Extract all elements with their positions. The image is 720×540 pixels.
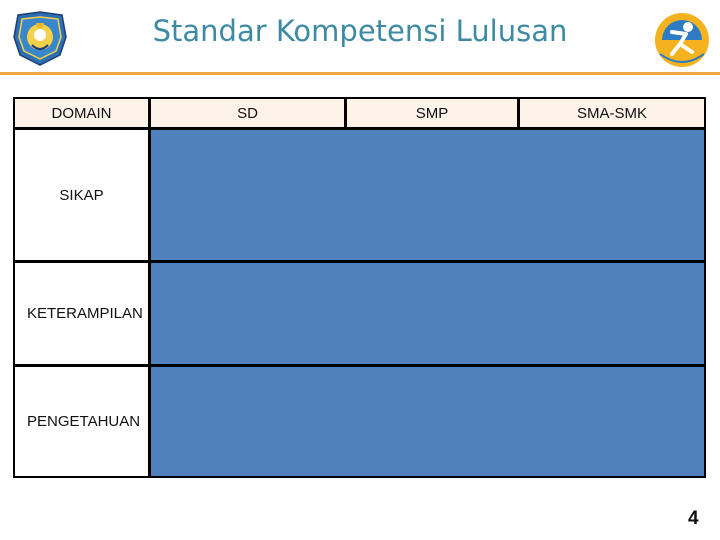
row-label-pengetahuan: PENGETAHUAN bbox=[15, 367, 148, 476]
row-label-keterampilan: KETERAMPILAN bbox=[15, 263, 148, 364]
kurikulum-2013-logo-icon bbox=[652, 10, 712, 72]
title-underline bbox=[0, 72, 720, 75]
page-number: 4 bbox=[688, 508, 699, 529]
header-smp: SMP bbox=[347, 99, 517, 127]
competency-table bbox=[13, 97, 706, 478]
header-sd: SD bbox=[151, 99, 344, 127]
header-sma-smk: SMA-SMK bbox=[520, 99, 704, 127]
content-cell-keterampilan bbox=[151, 263, 704, 364]
header-domain: DOMAIN bbox=[15, 99, 148, 127]
content-cell-pengetahuan bbox=[151, 367, 704, 476]
row-label-sikap: SIKAP bbox=[15, 130, 148, 260]
slide-title: Standar Kompetensi Lulusan bbox=[152, 14, 568, 48]
content-cell-sikap bbox=[151, 130, 704, 260]
